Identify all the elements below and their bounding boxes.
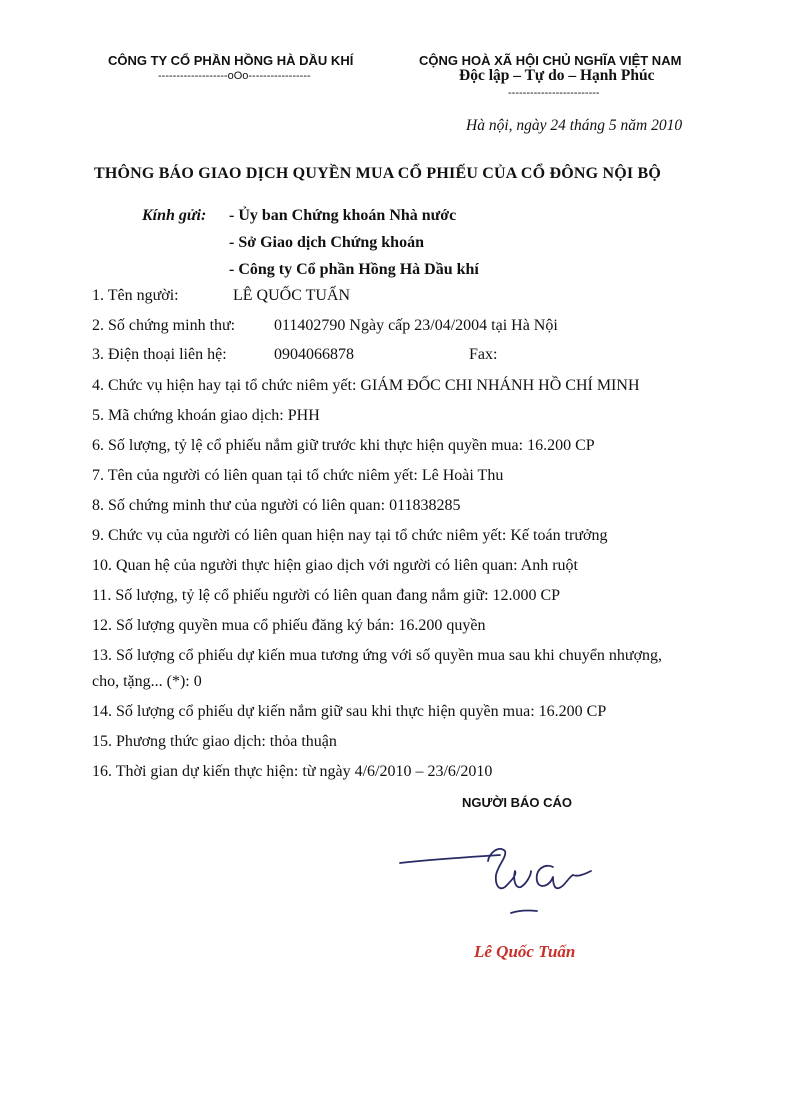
list-item xyxy=(92,317,558,335)
list-item: 16. Thời gian dự kiến thực hiện: từ ngày 4/6/2010 – 23/6/2010 xyxy=(92,763,493,780)
recipient-item: - Sở Giao dịch Chứng khoán xyxy=(229,234,424,251)
item-label: 2. Số chứng minh thư: xyxy=(92,317,236,334)
list-item xyxy=(92,287,351,305)
list-item: 14. Số lượng cổ phiếu dự kiến nắm giữ sau khi thực hiện quyền mua: 16.200 CP xyxy=(92,703,607,720)
company-divider: -------------------oOo----------------- xyxy=(158,70,311,82)
fax-label: Fax: xyxy=(469,346,498,363)
list-item: 12. Số lượng quyền mua cổ phiếu đăng ký bán: 16.200 quyền xyxy=(92,617,486,634)
list-item: 9. Chức vụ của người có liên quan hiện nay tại tổ chức niêm yết: Kế toán trưởng xyxy=(92,527,608,544)
list-item: 11. Số lượng, tỷ lệ cổ phiếu người có liên quan đang nắm giữ: 12.000 CP xyxy=(92,587,561,604)
handwritten-signature xyxy=(395,835,625,930)
signer-title: NGƯỜI BÁO CÁO xyxy=(462,795,572,810)
company-name: CÔNG TY CỔ PHẦN HỒNG HÀ DẦU KHÍ xyxy=(108,53,354,68)
item-value: LÊ QUỐC TUẤN xyxy=(233,287,351,304)
signer-name: Lê Quốc Tuấn xyxy=(474,942,576,961)
item-label: 1. Tên người: xyxy=(92,287,179,304)
list-item: 10. Quan hệ của người thực hiện giao dịch với người có liên quan: Anh ruột xyxy=(92,557,578,574)
list-item: 6. Số lượng, tỷ lệ cổ phiếu nắm giữ trước khi thực hiện quyền mua: 16.200 CP xyxy=(92,437,595,454)
list-item: 5. Mã chứng khoán giao dịch: PHH xyxy=(92,407,320,424)
recipient-item: - Công ty Cổ phần Hồng Hà Dầu khí xyxy=(229,261,479,278)
list-item-continuation: cho, tặng... (*): 0 xyxy=(92,673,202,690)
document-title: THÔNG BÁO GIAO DỊCH QUYỀN MUA CỔ PHIẾU CỦA CỔ ĐÔNG NỘI BỘ xyxy=(94,165,661,182)
item-value: 0904066878 xyxy=(274,346,354,363)
item-label: 3. Điện thoại liên hệ: xyxy=(92,346,227,363)
list-item xyxy=(92,346,498,364)
date-line: Hà nội, ngày 24 tháng 5 năm 2010 xyxy=(466,117,683,134)
recipients-label: Kính gửi: xyxy=(142,207,207,224)
republic-name: CỘNG HOÀ XÃ HỘI CHỦ NGHĨA VIỆT NAM xyxy=(419,53,682,68)
list-item: 4. Chức vụ hiện hay tại tổ chức niêm yết: GIÁM ĐỐC CHI NHÁNH HỒ CHÍ MINH xyxy=(92,377,640,394)
list-item: 7. Tên của người có liên quan tại tổ chức niêm yết: Lê Hoài Thu xyxy=(92,467,504,484)
motto-divider: ------------------------- xyxy=(508,87,600,99)
national-motto: Độc lập – Tự do – Hạnh Phúc xyxy=(459,67,655,84)
list-item: 15. Phương thức giao dịch: thỏa thuận xyxy=(92,733,337,750)
list-item: 8. Số chứng minh thư của người có liên quan: 011838285 xyxy=(92,497,461,514)
item-value: 011402790 Ngày cấp 23/04/2004 tại Hà Nội xyxy=(274,317,558,334)
recipient-item: - Ủy ban Chứng khoán Nhà nước xyxy=(229,207,457,224)
list-item: 13. Số lượng cổ phiếu dự kiến mua tương ứng với số quyền mua sau khi chuyển nhượng, xyxy=(92,647,663,664)
